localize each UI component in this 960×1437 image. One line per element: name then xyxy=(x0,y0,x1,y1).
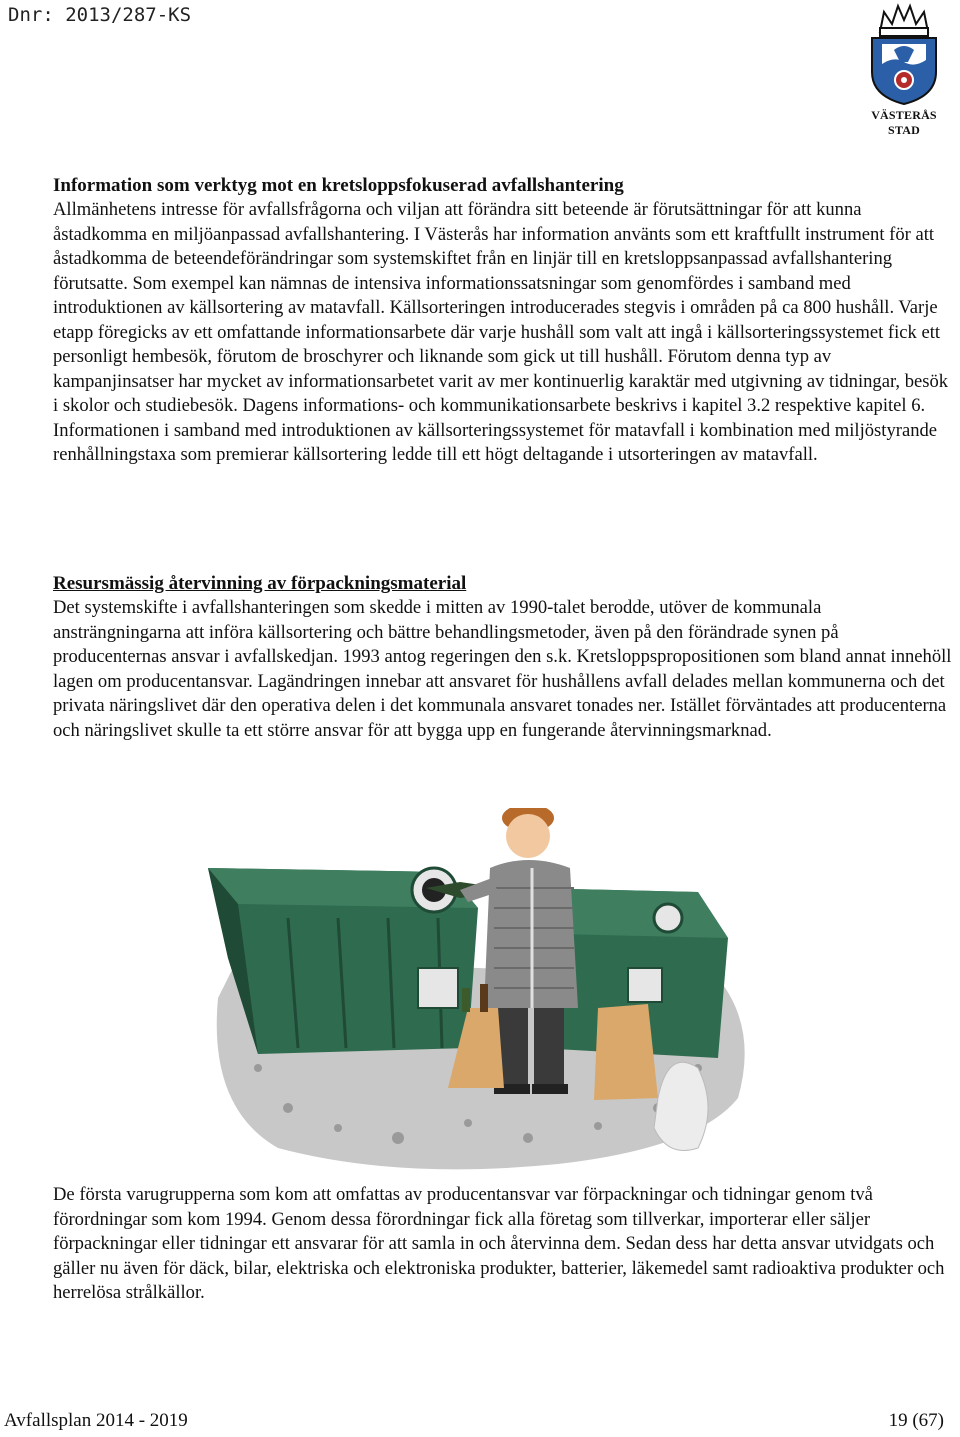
city-crest-icon xyxy=(858,2,950,106)
section-heading: Information som verktyg mot en kretsloppsfokuserad avfallshantering xyxy=(53,175,624,196)
logo-label: VÄSTERÅS STAD xyxy=(871,108,937,137)
page-number: 19 (67) xyxy=(888,1410,944,1431)
section-heading: Resursmässig återvinning av förpackningsmaterial xyxy=(53,573,467,594)
document-number: Dnr: 2013/287-KS xyxy=(8,4,192,26)
recycling-illustration xyxy=(198,808,758,1176)
section-information xyxy=(53,174,953,468)
section-body: De första varugrupperna som kom att omfattas av producentansvar var förpackningar och tidningar genom två förordningar som kom 1994. Genom dessa förordningar fick alla företag som tillverkar, importerar eller säljer förpackningar eller tidningar ett ansvarar för att samla in och återvinna dem. Sedan dess har detta ansvar utvidgats och gäller nu även för däck, bilar, elektriska och elektroniska produkter, batterier, läkemedel samt radioaktiva produkter och herrelösa strålkällor. xyxy=(53,1184,945,1303)
section-body: Allmänhetens intresse för avfallsfrågorna och viljan att förändra sitt beteende är förutsättningar för att kunna åstadkomma en miljöanpassad avfallshantering. I Västerås har information använts som ett kraftfullt instrument för att åstadkomma de beteendeförändringar som systemskiftet från en linjär till en kretsloppsanpassad avfallshantering förutsatte. Som exempel kan nämnas de intensiva informationssatsningar som genomfördes i samband med introduktionen av källsortering av matavfall. Källsorteringen introducerades stegvis i områden på ca 800 hushåll. Varje etapp föregicks av ett omfattande informationsarbete där varje hushåll som valt att ingå i källsorteringssystemet fick ett personligt hembesök, förutom de broschyrer och liknande som gick ut till hushåll. Förutom denna typ av kampanjinsatser har mycket av informationsarbetet varit av mer kontinuerlig karaktär med utgivning av tidningar, besök i skolor och studiebesök. Dagens informations- och kommunikationsarbete beskrivs i kapitel 3.2 respektive kapitel 6. Informationen i samband med introduktionen av källsorteringssystemet för matavfall i kombination med miljöstyrande renhållningstaxa som premierar källsortering ledde till ett högt deltagande i utsorteringen av matavfall. xyxy=(53,199,949,465)
section-body: Det systemskifte i avfallshanteringen som skedde i mitten av 1990-talet berodde, utöver de kommunala ansträngningarna att införa källsortering och bättre behandlingsmetoder, även på den förändrade synen på producenternas ansvar i avfallskedjan. 1993 antog regeringen den s.k. Kretsloppspropositionen som bland annat innehöll lagen om producentansvar. Lagändringen innebar att ansvaret för hushållens avfall delades mellan kommunerna och det privata näringslivet där den operativa delen i det kommunala ansvaret tonades ner. Istället förväntades att producenterna och näringslivet skulle ta ett större ansvar för att bygga upp en fungerande återvinningsmarknad. xyxy=(53,597,952,741)
vasteras-stad-logo xyxy=(858,2,950,137)
footer-title: Avfallsplan 2014 - 2019 xyxy=(4,1410,188,1431)
section-packaging xyxy=(53,572,953,743)
section-producer-responsibility xyxy=(53,1183,953,1306)
